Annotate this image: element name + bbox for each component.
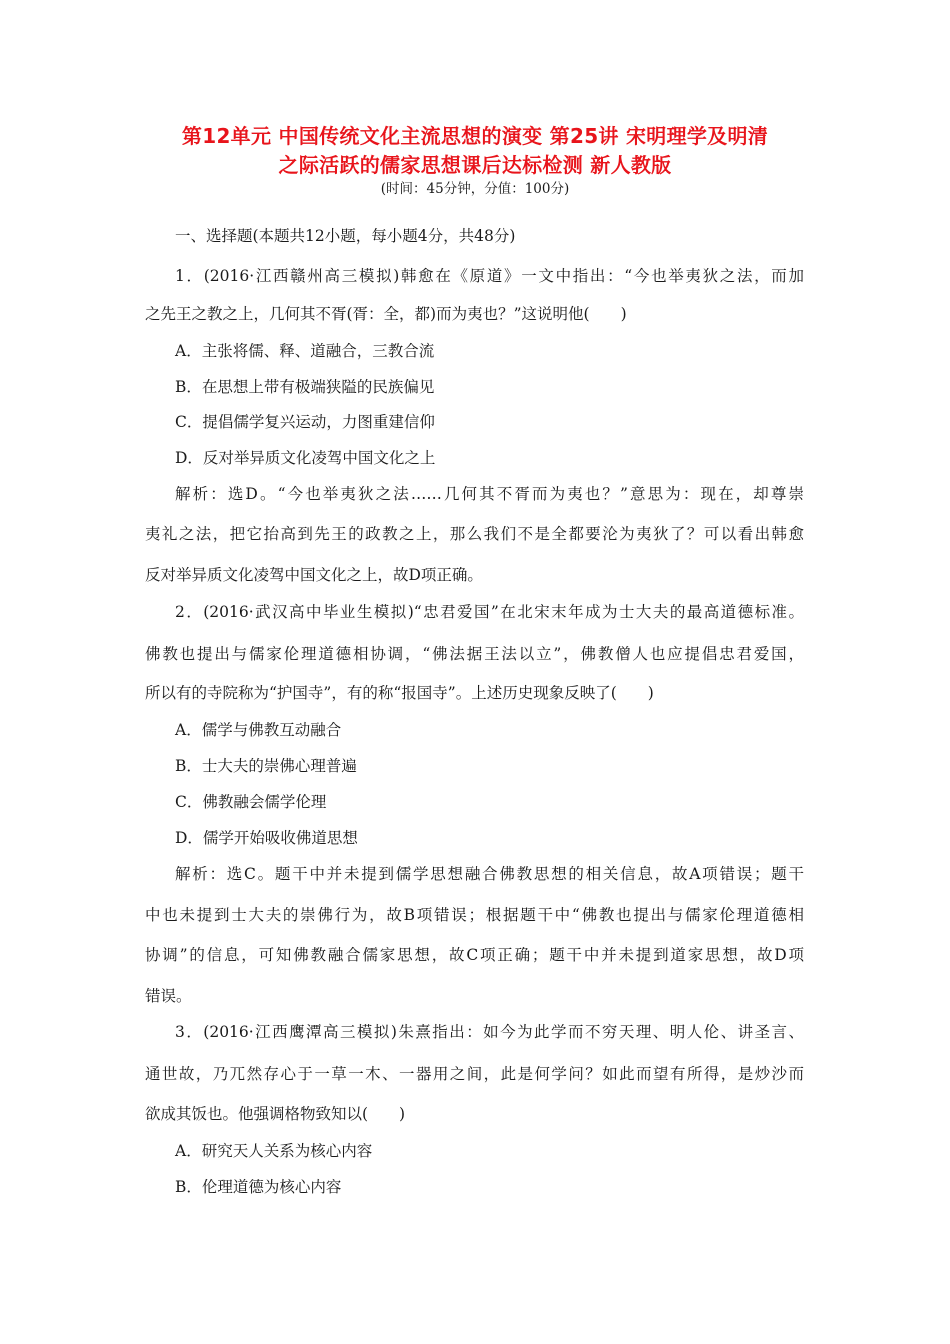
q1-stem-line-2: 之先王之教之上，几何其不胥(胥：全，都)而为夷也？”这说明他( ) <box>145 305 627 323</box>
q1-option-c: C．提倡儒学复兴运动，力图重建信仰 <box>175 413 435 431</box>
q3-option-a: A．研究天人关系为核心内容 <box>175 1142 373 1160</box>
q1-option-a: A．主张将儒、释、道融合，三教合流 <box>175 342 435 360</box>
q2-analysis-line-2: 中也未提到士大夫的崇佛行为，故B项错误；根据题干中“佛教也提出与儒家伦理道德相 <box>145 906 804 924</box>
q2-stem-line-2: 佛教也提出与儒家伦理道德相协调，“佛法据王法以立”，佛教僧人也应提倡忠君爱国， <box>145 645 804 663</box>
q2-analysis-line-3: 协调”的信息，可知佛教融合儒家思想，故C项正确；题干中并未提到道家思想，故D项 <box>145 946 804 964</box>
q2-option-c: C．佛教融会儒学伦理 <box>175 793 327 811</box>
q2-analysis-line-1: 解析：选C。题干中并未提到儒学思想融合佛教思想的相关信息，故A项错误；题干 <box>175 865 804 883</box>
q1-option-d: D．反对举异质文化凌驾中国文化之上 <box>175 449 436 467</box>
q2-option-a: A．儒学与佛教互动融合 <box>175 721 342 739</box>
q1-analysis-line-1: 解析：选D。“今也举夷狄之法……几何其不胥而为夷也？”意思为：现在，却尊崇 <box>175 485 804 503</box>
document-title-line-1: 第12单元 中国传统文化主流思想的演变 第25讲 宋明理学及明清 <box>181 124 769 148</box>
q1-option-b: B．在思想上带有极端狭隘的民族偏见 <box>175 378 435 396</box>
q3-stem-line-3: 欲成其饭也。他强调格物致知以( ) <box>145 1105 406 1123</box>
document-title-line-2: 之际活跃的儒家思想课后达标检测 新人教版 <box>278 153 672 177</box>
q2-stem-line-3: 所以有的寺院称为“护国寺”，有的称“报国寺”。上述历史现象反映了( ) <box>145 684 654 702</box>
q3-stem-line-1: 3．(2016·江西鹰潭高三模拟)朱熹指出：如今为此学而不穷天理、明人伦、讲圣言、 <box>175 1023 804 1041</box>
q3-option-b: B．伦理道德为核心内容 <box>175 1178 342 1196</box>
document-subtitle: (时间：45分钟，分值：100分) <box>380 181 570 197</box>
section-heading: 一、选择题(本题共12小题，每小题4分，共48分) <box>175 227 516 245</box>
q2-analysis-line-4: 错误。 <box>145 987 192 1005</box>
q1-analysis-line-2: 夷礼之法，把它抬高到先王的政教之上，那么我们不是全都要沦为夷狄了？可以看出韩愈 <box>145 525 804 543</box>
q2-option-b: B．士大夫的崇佛心理普遍 <box>175 757 357 775</box>
q2-option-d: D．儒学开始吸收佛道思想 <box>175 829 358 847</box>
q2-stem-line-1: 2．(2016·武汉高中毕业生模拟)“忠君爱国”在北宋末年成为士大夫的最高道德标准。 <box>175 603 804 621</box>
q3-stem-line-2: 通世故，乃兀然存心于一草一木、一器用之间，此是何学问？如此而望有所得，是炒沙而 <box>145 1065 804 1083</box>
q1-stem-line-1: 1．(2016·江西赣州高三模拟)韩愈在《原道》一文中指出：“今也举夷狄之法，而加 <box>175 267 804 285</box>
q1-analysis-line-3: 反对举异质文化凌驾中国文化之上，故D项正确。 <box>145 566 483 584</box>
